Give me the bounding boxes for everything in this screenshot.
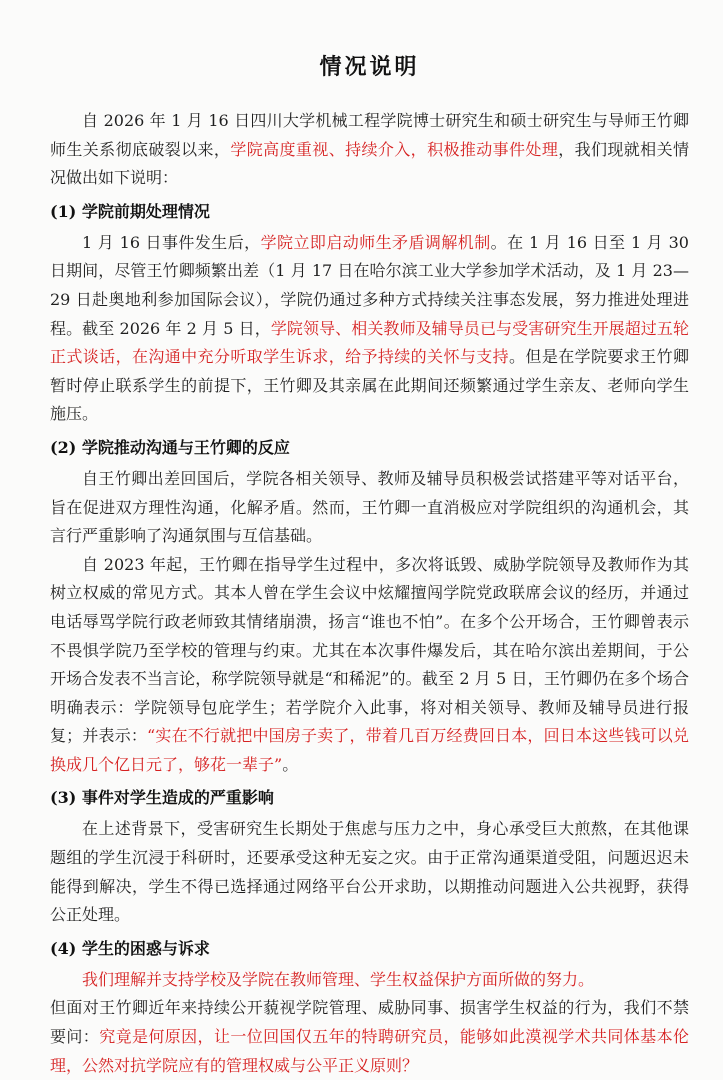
section-3-heading: (3) 事件对学生造成的严重影响 (50, 788, 274, 808)
document-title: 情况说明 (319, 54, 420, 80)
section-2-paragraph-2 (50, 551, 689, 780)
s1-emphasis-1: 学院立即启动师生矛盾调解机制 (260, 232, 491, 252)
s2-text-c: 。 (282, 754, 299, 774)
s4-question: 究竟是何原因，让一位回国仅五年的特聘研究员，能够如此漠视学术共同体基本伦理，公然对抗学院应有的管理权威与公平正义原则？ (50, 1027, 689, 1075)
s1-text-e: 。但是在学院要求王竹卿暂时停止联系学生的前提下，王竹卿及其亲属在此期间还频繁通过学生亲友、老师向学生施压。 (50, 347, 689, 424)
section-4-paragraph-2 (50, 994, 689, 1080)
section-4-heading: (4) 学生的困惑与诉求 (50, 938, 210, 958)
intro-text-a: 自 2026 年 1 月 16 日四川大学机械工程学院博士研究生和硕士研究生与导师王竹卿师生关系彻底破裂以来， (50, 111, 689, 159)
s1-text-c: 。在 1 月 16 日至 1 月 30 日期间，尽管王竹卿频繁出差（1 月 17 日在哈尔滨工业大学参加学术活动，及 1 月 23—29 日赴奥地利参加国际会议），学院仍通过多种方式持续关注事态发展，努力推进处理进程。截至 2026 年 2 月 5 日， (50, 232, 689, 338)
s2-quote: “实在不行就把中国房子卖了，带着几百万经费回日本，回日本这些钱可以兑换成几个亿日元了，够花一辈子” (50, 726, 689, 774)
intro-text-c: ，我们现就相关情况做出如下说明： (50, 139, 689, 188)
s4-text-a: 但面对王竹卿近年来持续公开藐视学院管理、威胁同事、损害学生权益的行为，我们不禁要问： (50, 998, 689, 1047)
section-2-paragraph-1: 自王竹卿出差回国后，学院各相关领导、教师及辅导员积极尝试搭建平等对话平台，旨在促进双方理性沟通，化解矛盾。然而，王竹卿一直消极应对学院组织的沟通机会，其言行严重影响了沟通氛围与互信基础。 (50, 468, 689, 546)
intro-emphasis: 学院高度重视、持续介入，积极推动事件处理 (230, 139, 559, 159)
s2-text-a: 自 2023 年起，王竹卿在指导学生过程中，多次将诋毁、威胁学院领导及教师作为其树立权威的常见方式。其本人曾在学生会议中炫耀擅闯学院党政联席会议的经历，并通过电话辱骂学院行政老师致其情绪崩溃，扬言“谁也不怕”。在多个公开场合，王竹卿曾表示不畏惧学院乃至学校的管理与约束。尤其在本次事件爆发后，其在哈尔滨出差期间，于公开场合发表不当言论，称学院领导就是“和稀泥”的。截至 2 月 5 日，王竹卿仍在多个场合明确表示：学院领导包庇学生；若学院介入此事，将对相关领导、教师及辅导员进行报复；并表示： (50, 554, 689, 746)
section-2-heading: (2) 学院推动沟通与王竹卿的反应 (50, 437, 290, 457)
section-4-paragraph-1: 我们理解并支持学校及学院在教师管理、学生权益保护方面所做的努力。 (82, 969, 595, 989)
s1-text-a: 1 月 16 日事件发生后， (82, 232, 261, 252)
section-3-paragraph: 在上述背景下，受害研究生长期处于焦虑与压力之中，身心承受巨大煎熬，在其他课题组的学生沉浸于科研时，还要承受这种无妄之灾。由于正常沟通渠道受阻，问题迟迟未能得到解决，学生不得已选择通过网络平台公开求助，以期推动问题进入公共视野，获得公正处理。 (50, 819, 689, 925)
s1-emphasis-2: 学院领导、相关教师及辅导员已与受害研究生开展超过五轮正式谈话，在沟通中充分听取学生诉求，给予持续的关怀与支持 (50, 318, 689, 367)
section-1-heading: (1) 学院前期处理情况 (50, 201, 210, 221)
section-1-paragraph (50, 229, 689, 429)
intro-paragraph (50, 107, 689, 193)
